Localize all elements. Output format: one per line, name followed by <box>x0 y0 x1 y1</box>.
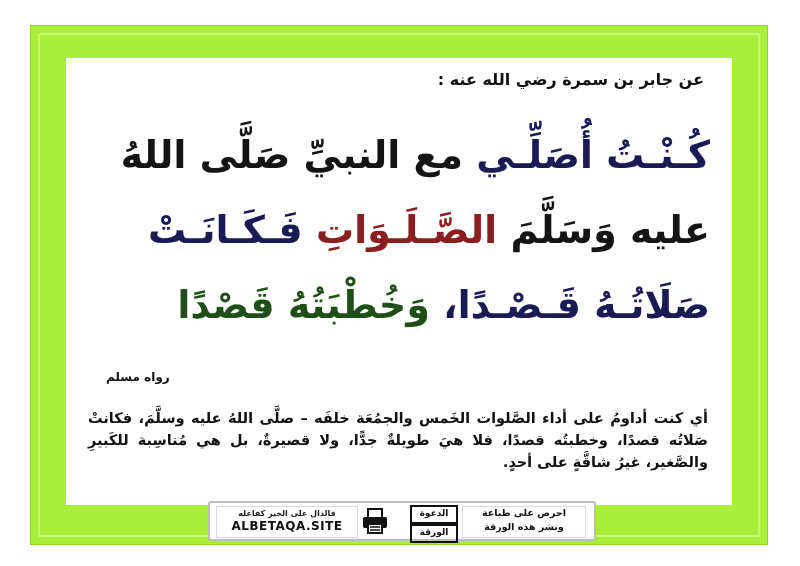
hadith-line-1-part-2: مع النبيِّ صَلَّى اللهُ <box>120 133 464 177</box>
hadith-explanation: أي كنت أداومُ على أداء الصَّلوات الخَمس والجمُعَة خلفَه – صلَّى اللهُ عليه وسلَّمَ، فكانتْ صَلاتُه قصدًا، وخطبتُه قصدًا، فلا هيَ طويلةٌ جدًّا، ولا قصيرةٌ، بل هي مُناسِبة للكَبيرِ والصَّغير، غيرُ شاقَّةٍ على أحدٍ. <box>88 411 708 471</box>
hadith-line-1 <box>120 133 710 177</box>
hadith-line-2 <box>147 208 710 252</box>
hadith-line-2-part-1: عليه وَسَلَّمَ <box>510 208 710 252</box>
footer-print-note <box>462 506 586 538</box>
logo-top-text: الدعوة <box>410 505 458 524</box>
narrator-line: عن جابر بن سمرة رضي الله عنه : <box>437 70 704 89</box>
footer-site-box <box>216 506 358 538</box>
printer-icon <box>360 506 390 536</box>
hadith-line-3-part-1: صَلَاتُـهُ قَـصْـدًا، <box>443 283 710 327</box>
hadith-line-2-part-2: الصَّـلَـوَاتِ <box>315 208 498 252</box>
hadith-line-2-part-3: فَـكَـانَـتْ <box>147 208 303 252</box>
albetaqa-logo <box>410 505 458 537</box>
hadith-line-3-part-2: وَخُطْبَتُهُ قَصْدًا <box>177 283 430 327</box>
footer-site-link[interactable]: ALBETAQA.SITE <box>231 519 343 533</box>
logo-bottom-text: الورقة <box>410 524 458 543</box>
footer-print-line-2: ونشر هذه الورقة <box>484 522 564 533</box>
hadith-line-1-part-1: كُـنْـتُ أُصَلِّـي <box>476 133 710 177</box>
footer-print-line-1: احرص على طباعة <box>481 508 567 519</box>
footer-proverb: فالدال على الخير كفاعله <box>238 509 336 518</box>
hadith-source: رواه مسلم <box>106 370 170 384</box>
footer-bar <box>208 501 596 541</box>
hadith-line-3 <box>177 283 710 327</box>
content-panel <box>66 58 732 505</box>
